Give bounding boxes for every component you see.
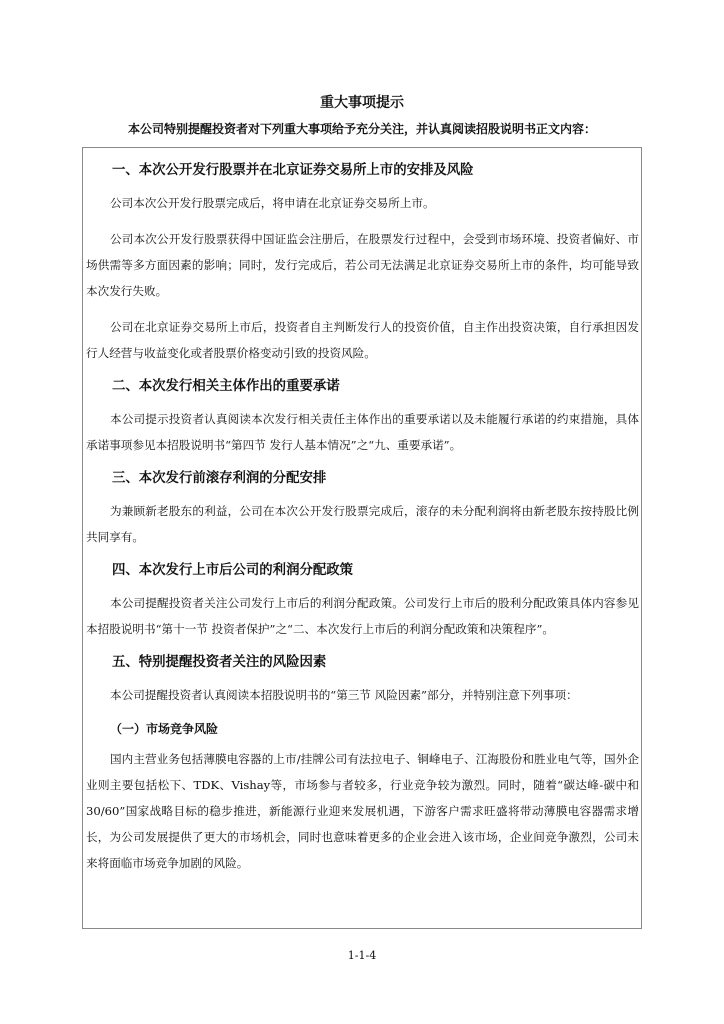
section-heading: 一、本次公开发行股票并在北京证券交易所上市的安排及风险	[112, 163, 474, 178]
paragraph: 为兼顾新老股东的利益，公司在本次公开发行股票完成后，滚存的未分配利润将由新老股东按持股比例共同享有。	[86, 504, 639, 544]
paragraph: 本公司提醒投资者认真阅读本招股说明书的“第三节 风险因素”部分，并特别注意下列事项：	[110, 688, 578, 702]
section-retained-profit	[86, 468, 639, 550]
paragraph: 本公司提示投资者认真阅读本次发行相关责任主体作出的重要承诺以及未能履行承诺的约束措施，具体承诺事项参见本招股说明书“第四节 发行人基本情况”之“九、重要承诺”。	[86, 412, 639, 452]
paragraph: 公司在北京证券交易所上市后，投资者自主判断发行人的投资价值，自主作出投资决策，自行承担因发行人经营与收益变化或者股票价格变动引致的投资风险。	[86, 320, 639, 360]
page-title: 重大事项提示	[320, 95, 404, 111]
content-frame	[82, 147, 642, 929]
subsection-heading: （一）市场竞争风险	[110, 722, 219, 736]
section-heading: 四、本次发行上市后公司的利润分配政策	[112, 563, 354, 578]
intro-statement: 本公司特别提醒投资者对下列重大事项给予充分关注，并认真阅读招股说明书正文内容：	[127, 122, 596, 136]
paragraph: 公司本次公开发行股票获得中国证监会注册后，在股票发行过程中，会受到市场环境、投资者偏好、市场供需等多方面因素的影响；同时，发行完成后，若公司无法满足北京证券交易所上市的条件，均可能导致本次发行失败。	[86, 232, 639, 298]
section-risk-factors	[86, 652, 639, 876]
section-heading: 五、特别提醒投资者关注的风险因素	[112, 655, 327, 670]
section-heading: 三、本次发行前滚存利润的分配安排	[112, 471, 327, 486]
paragraph: 本公司提醒投资者关注公司发行上市后的利润分配政策。公司发行上市后的股利分配政策具体内容参见本招股说明书“第十一节 投资者保护”之“二、本次发行上市后的利润分配政策和决策程序”。	[86, 596, 639, 636]
page-number: 1-1-4	[347, 949, 377, 962]
paragraph: 国内主营业务包括薄膜电容器的上市/挂牌公司有法拉电子、铜峰电子、江海股份和胜业电气等，国外企业则主要包括松下、TDK、Vishay等，市场参与者较多，行业竞争较为激烈。同时，随着“碳达峰-碳中和 30/60”国家战略目标的稳步推进，新能源行业迎来发展机遇，下游客户需求旺盛将带动薄膜电容器需求增长，为公司发展提供了更大的市场机会，同时也意味着更多的企业会进入该市场，企业间竞争激烈，公司未来将面临市场竞争加剧的风险。	[86, 752, 639, 870]
section-heading: 二、本次发行相关主体作出的重要承诺	[112, 379, 340, 394]
section-commitments	[86, 376, 639, 458]
paragraph: 公司本次公开发行股票完成后，将申请在北京证券交易所上市。	[110, 196, 435, 210]
subsection-market-competition	[86, 718, 639, 876]
content-body	[86, 160, 639, 876]
section-listing-arrangement	[86, 160, 639, 366]
section-profit-policy	[86, 560, 639, 642]
